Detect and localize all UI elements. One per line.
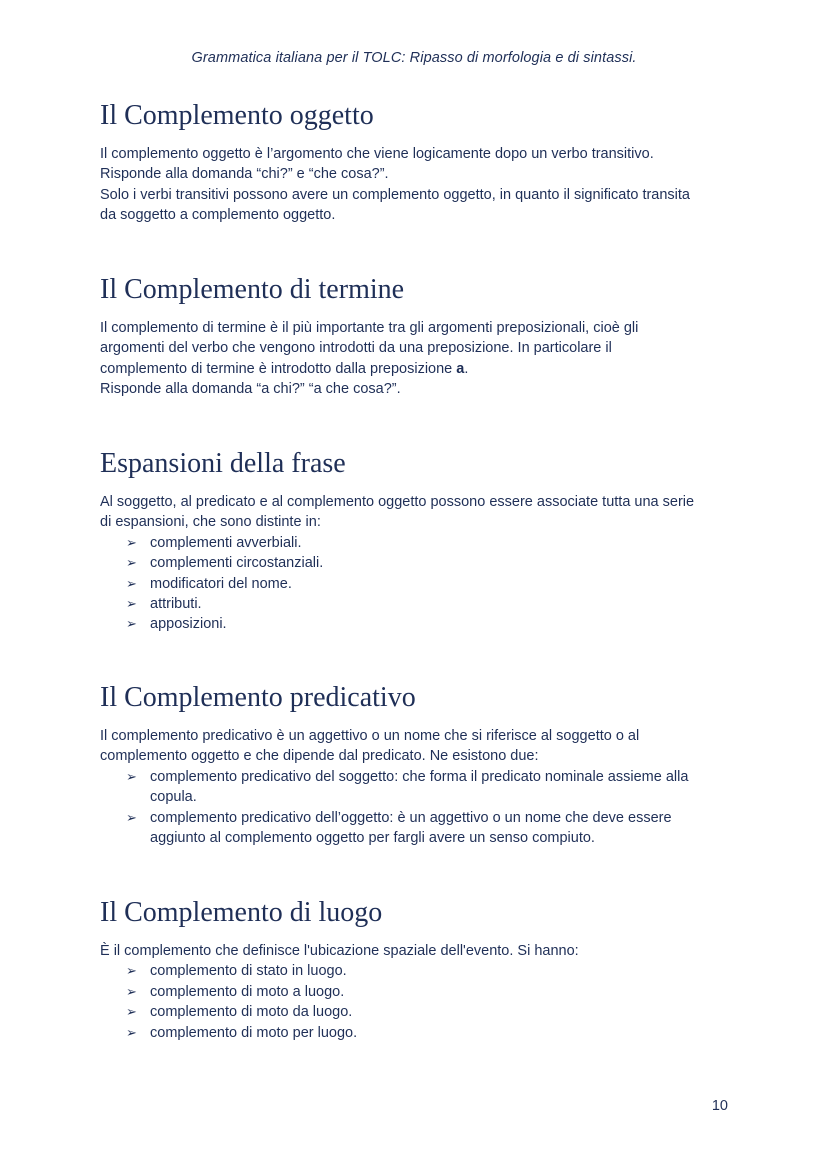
list-item [126, 574, 740, 594]
bullet-list [100, 767, 740, 849]
paragraph-line: Solo i verbi transitivi possono avere un complemento oggetto, in quanto il significato transita [100, 186, 690, 203]
section-body [100, 726, 740, 848]
paragraph-line: complemento oggetto e che dipende dal predicato. Ne esistono due: [100, 748, 539, 765]
list-item [126, 982, 740, 1002]
section-body [100, 941, 740, 1043]
arrow-bullet-icon: ➢ [126, 963, 137, 979]
list-item-text: complemento di moto per luogo. [150, 1024, 358, 1041]
arrow-bullet-icon: ➢ [126, 575, 137, 591]
list-item-text: complementi circostanziali. [150, 555, 324, 572]
list-item-text: complemento di moto da luogo. [150, 1004, 353, 1021]
arrow-bullet-icon: ➢ [126, 616, 137, 632]
list-item [126, 1023, 740, 1043]
list-item-text: copula. [150, 789, 197, 806]
list-item-text: aggiunto al complemento oggetto per fargli avere un senso compiuto. [150, 830, 595, 847]
arrow-bullet-icon: ➢ [126, 596, 137, 612]
list-item-text: complemento predicativo dell’oggetto: è un aggettivo o un nome che deve essere [150, 809, 672, 826]
section-complemento-oggetto [100, 98, 740, 226]
section-complemento-predicativo [100, 680, 740, 848]
paragraph-line: da soggetto a complemento oggetto. [100, 207, 336, 224]
list-item [126, 1002, 740, 1022]
arrow-bullet-icon: ➢ [126, 768, 137, 784]
paragraph-line: Risponde alla domanda “a chi?” “a che cosa?”. [100, 381, 401, 398]
arrow-bullet-icon: ➢ [126, 555, 137, 571]
section-body [100, 318, 740, 400]
list-item-text: modificatori del nome. [150, 575, 292, 592]
paragraph-line: Risponde alla domanda “chi?” e “che cosa?”. [100, 166, 389, 183]
page-number: 10 [711, 1098, 728, 1114]
arrow-bullet-icon: ➢ [126, 809, 137, 825]
list-item [126, 594, 740, 614]
list-item [126, 767, 740, 808]
list-item [126, 961, 740, 981]
bullet-list [100, 533, 740, 635]
paragraph-line: Il complemento oggetto è l’argomento che viene logicamente dopo un verbo transitivo. [100, 146, 654, 162]
list-item-text: complementi avverbiali. [150, 534, 302, 551]
paragraph-line: Al soggetto, al predicato e al complemento oggetto possono essere associate tutta una serie [100, 494, 695, 510]
section-body [100, 144, 740, 226]
section-title: Il Complemento di luogo [100, 897, 383, 928]
section-espansioni-frase [100, 446, 740, 635]
arrow-bullet-icon: ➢ [126, 1024, 137, 1040]
section-title: Il Complemento predicativo [100, 682, 416, 713]
arrow-bullet-icon: ➢ [126, 534, 137, 550]
list-item-text: attributi. [150, 596, 202, 613]
list-item-text: complemento predicativo del soggetto: che forma il predicato nominale assieme alla [150, 768, 689, 785]
section-title: Il Complemento di termine [100, 274, 405, 305]
paragraph-text: complemento di termine è introdotto dalla preposizione [100, 360, 457, 377]
arrow-bullet-icon: ➢ [126, 983, 137, 999]
section-complemento-luogo [100, 895, 740, 1043]
bold-preposition: a [456, 360, 465, 377]
list-item [126, 533, 740, 553]
paragraph-line: Il complemento di termine è il più importante tra gli argomenti preposizionali, cioè gli [100, 320, 639, 336]
list-item [126, 614, 740, 634]
paragraph-line: È il complemento che definisce l'ubicazione spaziale dell'evento. Si hanno: [100, 943, 579, 959]
list-item-text: complemento di stato in luogo. [150, 963, 347, 980]
paragraph-line: Il complemento predicativo è un aggettivo o un nome che si riferisce al soggetto o al [100, 728, 640, 744]
list-item [126, 553, 740, 573]
section-title: Espansioni della frase [100, 448, 346, 479]
paragraph-line: di espansioni, che sono distinte in: [100, 514, 321, 531]
list-item-text: apposizioni. [150, 616, 227, 633]
section-title: Il Complemento oggetto [100, 100, 374, 131]
list-item [126, 808, 740, 849]
section-body [100, 492, 740, 635]
bullet-list [100, 961, 740, 1043]
paragraph-line: argomenti del verbo che vengono introdotti da una preposizione. In particolare il [100, 340, 612, 357]
paragraph-line [100, 359, 740, 379]
paragraph-text: . [464, 360, 469, 377]
list-item-text: complemento di moto a luogo. [150, 983, 345, 1000]
running-header: Grammatica italiana per il TOLC: Ripasso di morfologia e di sintassi. [191, 50, 637, 66]
section-complemento-termine [100, 272, 740, 400]
arrow-bullet-icon: ➢ [126, 1004, 137, 1020]
